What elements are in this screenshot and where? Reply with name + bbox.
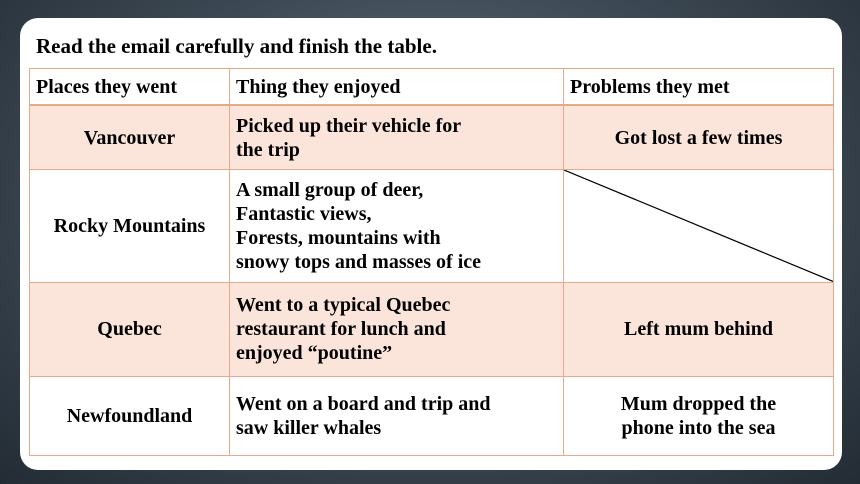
enjoyed-line: A small group of deer, xyxy=(236,179,424,202)
enjoyed-line: the trip xyxy=(236,138,300,161)
problem-cell xyxy=(564,105,834,169)
enjoyed-cell xyxy=(230,376,564,455)
enjoyed-cell xyxy=(230,282,564,376)
enjoyed-line: snowy tops and masses of ice xyxy=(236,251,482,274)
problem-cell xyxy=(564,376,834,455)
enjoyed-cell xyxy=(230,170,564,282)
problem-line: Mum dropped the xyxy=(620,392,777,415)
enjoyed-line: Fantastic views, xyxy=(236,203,372,226)
enjoyed-line: Picked up their vehicle for xyxy=(236,114,462,137)
header-problems: Problems they met xyxy=(564,69,834,106)
enjoyed-line: Went to a typical Quebec xyxy=(236,294,451,317)
table-row xyxy=(30,282,834,376)
problem-line: phone into the sea xyxy=(621,416,776,439)
slide-card xyxy=(20,18,842,470)
instruction-text: Read the email carefully and finish the table. xyxy=(36,34,437,58)
table-row xyxy=(30,170,834,282)
enjoyed-line: Forests, mountains with xyxy=(236,227,441,250)
table-row xyxy=(30,105,834,169)
problem-cell-empty xyxy=(564,170,834,282)
place-cell: Newfoundland xyxy=(30,376,230,455)
header-places: Places they went xyxy=(30,69,230,106)
place-cell: Quebec xyxy=(30,282,230,376)
problem-line: Got lost a few times xyxy=(614,126,783,149)
header-row xyxy=(30,69,834,106)
place-cell: Vancouver xyxy=(30,105,230,169)
place-cell: Rocky Mountains xyxy=(30,170,230,282)
table-row xyxy=(30,376,834,455)
enjoyed-cell xyxy=(230,105,564,169)
trip-table xyxy=(29,68,834,456)
diagonal-slash xyxy=(564,170,833,281)
problem-line: Left mum behind xyxy=(624,318,773,341)
header-enjoyed: Thing they enjoyed xyxy=(230,69,564,106)
enjoyed-line: restaurant for lunch and xyxy=(236,318,446,341)
problem-cell xyxy=(564,282,834,376)
enjoyed-line: enjoyed “poutine” xyxy=(236,342,393,365)
enjoyed-line: saw killer whales xyxy=(236,416,382,439)
enjoyed-line: Went on a board and trip and xyxy=(236,392,491,415)
